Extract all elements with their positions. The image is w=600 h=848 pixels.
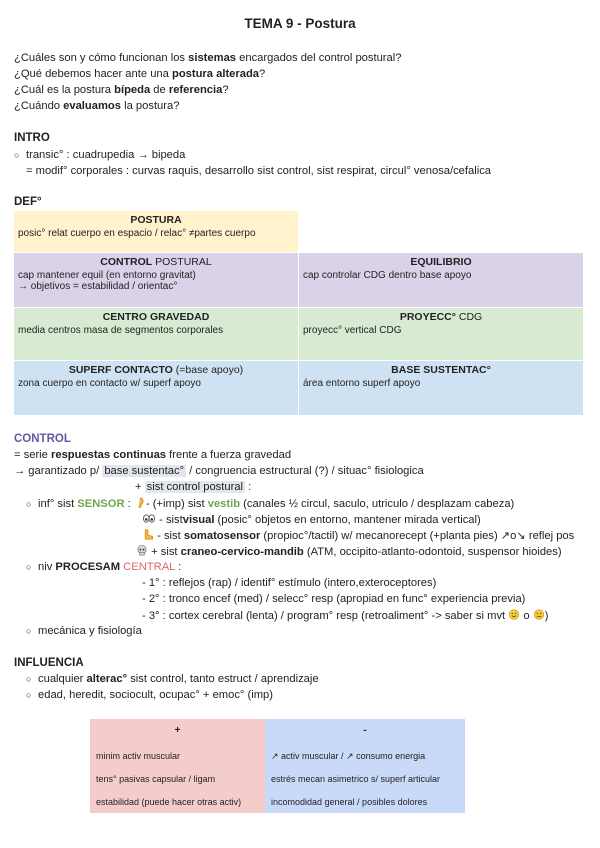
proyecc-cdg-title: PROYECC° CDG (399, 311, 483, 323)
equilibrio-title: EQUILIBRIO (410, 256, 472, 268)
somatosensor-line: - sist somatosensor (propioc°/tactil) w/ mecanorecept (+planta pies) ↗o↘ reflej pos (142, 529, 574, 542)
equilibrio-cell (299, 253, 583, 307)
procesam-level-2: - 2° : tronco encef (med) / selecc° resp (apropiad en func° experiencia previa) (142, 593, 526, 605)
control-line-2: → garantizado p/ base sustentac° / congruencia estructural (?) / situac° fisiologica (14, 465, 424, 477)
control-line-3: + sist control postural : (135, 481, 252, 493)
control-postural-desc-2: → objetivos = estabilidad / orientac° (18, 281, 178, 292)
smile-icon (508, 609, 520, 620)
def-heading: DEF° (14, 196, 42, 208)
mecanica-line: ○ mecánica y fisiología (26, 625, 142, 637)
bullet-icon: ○ (26, 499, 32, 509)
superf-contacto-cell (14, 361, 298, 415)
proyecc-cdg-desc: proyecc° vertical CDG (303, 325, 402, 336)
procesam-line: ○ niv PROCESAM CENTRAL : (26, 561, 182, 573)
question-1: ¿Cuáles son y cómo funcionan los sistemas encargados del control postural? (14, 52, 402, 64)
minus-column (265, 719, 465, 813)
procesam-level-1: - 1° : reflejos (rap) / identif° estímulo (intero,exteroceptores) (142, 577, 437, 589)
equilibrio-desc: cap controlar CDG dentro base apoyo (303, 270, 472, 281)
plus-item-3: estabilidad (puede hacer otras activ) (96, 797, 242, 807)
sad-icon (533, 609, 545, 620)
superf-contacto-title: SUPERF CONTACTO (=base apoyo) (68, 364, 244, 376)
centro-gravedad-cell (14, 308, 298, 360)
minus-item-1: ↗ activ muscular / ↗ consumo energia (271, 751, 426, 761)
question-4: ¿Cuándo evaluamos la postura? (14, 100, 180, 112)
plus-column (90, 719, 265, 813)
minus-header: - (363, 725, 367, 736)
bullet-icon: ○ (26, 562, 32, 572)
question-3: ¿Cuál es la postura bípeda de referencia? (14, 84, 229, 96)
proyecc-cdg-cell (299, 308, 583, 360)
base-sustentac-title: BASE SUSTENTAC° (391, 364, 491, 376)
skull-icon (136, 545, 148, 556)
superf-contacto-desc: zona cuerpo en contacto w/ superf apoyo (18, 378, 201, 389)
control-line-1: = serie respuestas continuas frente a fuerza gravedad (14, 449, 292, 461)
intro-heading: INTRO (14, 132, 50, 144)
centro-gravedad-title: CENTRO GRAVEDAD (102, 311, 210, 323)
centro-gravedad-desc: media centros masa de segmentos corporales (18, 325, 224, 336)
base-sustentac-cell (299, 361, 583, 415)
bullet-icon: ○ (26, 674, 32, 684)
control-postural-desc-1: cap mantener equil (en entorno gravitat) (18, 270, 196, 281)
minus-item-3: incomodidad general / posibles dolores (271, 797, 428, 807)
postura-title: POSTURA (130, 214, 182, 226)
sensor-line: ○ inf° sist SENSOR : - (+imp) sist vestib (canales ½ circul, saculo, utriculo / desplazam cabeza) (26, 498, 515, 510)
ear-icon (134, 497, 146, 508)
postura-cell (14, 211, 298, 252)
visual-line: - sistvisual (posic° objetos en entorno, mantener mirada vertical) (142, 513, 481, 526)
page-title: TEMA 9 - Postura (244, 16, 356, 31)
influencia-line-2: ○ edad, heredit, sociocult, ocupac° + emoc° (imp) (26, 689, 273, 701)
plus-header: + (174, 725, 181, 736)
postura-desc: posic° relat cuerpo en espacio / relac° ≠partes cuerpo (18, 228, 256, 239)
bullet-icon: ○ (26, 626, 32, 636)
eyes-icon (142, 513, 156, 524)
intro-line-1: ○ transic° : cuadrupedia → bipeda (14, 149, 186, 161)
bullet-icon: ○ (14, 150, 20, 160)
procesam-level-3: - 3° : cortex cerebral (lenta) / program° resp (retroaliment° -> saber si mvt o ) (142, 610, 549, 622)
influencia-line-1: ○ cualquier alterac° sist control, tanto estruct / aprendizaje (26, 673, 319, 685)
question-2: ¿Qué debemos hacer ante una postura alterada? (14, 68, 266, 80)
plus-item-1: minim activ muscular (96, 751, 181, 761)
control-heading: CONTROL (14, 433, 71, 445)
plus-item-2: tens° pasivas capsular / ligam (96, 774, 216, 784)
control-postural-title: CONTROL POSTURAL (100, 256, 212, 268)
influencia-heading: INFLUENCIA (14, 657, 84, 669)
foot-icon (142, 529, 154, 540)
base-sustentac-desc: área entorno superf apoyo (303, 378, 421, 389)
minus-item-2: estrés mecan asimetrico s/ superf articular (271, 774, 441, 784)
bullet-icon: ○ (26, 690, 32, 700)
control-postural-cell (14, 253, 298, 307)
craneo-line: + sist craneo-cervico-mandib (ATM, occipito-atlanto-odontoid, suspensor hioides) (136, 545, 562, 558)
intro-line-2: = modif° corporales : curvas raquis, desarrollo sist control, sist respirat, circul° venosa/cefalica (26, 165, 492, 177)
